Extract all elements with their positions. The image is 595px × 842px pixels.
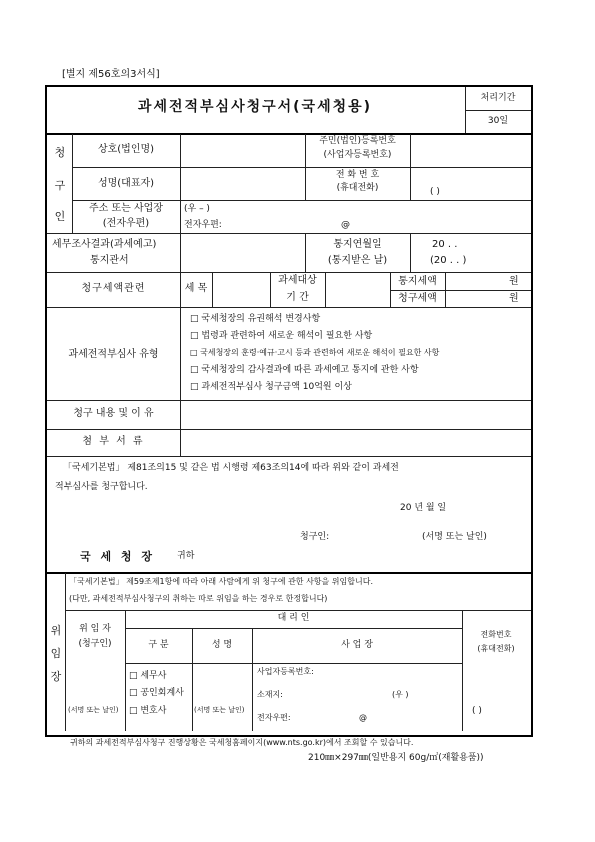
delegation-section-char-3: 장 (50, 670, 62, 683)
reg-number-label-sub: (사업자등록번호) (323, 150, 392, 160)
claimant-section-char-2: 구 (54, 179, 66, 192)
audit-result-label: 세무조사결과(과세예고) (52, 239, 157, 250)
agent-type-cpa[interactable]: □ 공인회계사 (129, 688, 184, 698)
claimant-section-char-1: 청 (54, 146, 66, 159)
notice-date-label: 통지연월일 (333, 239, 382, 250)
checkbox-icon[interactable]: □ (190, 365, 199, 375)
statement-line-1: 「국세기본법」 제81조의15 및 같은 법 시행령 제63조의14에 따라 위와 같이 과세전 (63, 463, 399, 473)
phone-label-sub: (휴대전화) (336, 183, 379, 193)
phone-area-code[interactable]: ( ) (430, 187, 440, 197)
delegator-sign-field[interactable]: (서명 또는 날인) (68, 706, 119, 714)
claimed-tax-label: 청구세액 (398, 293, 437, 304)
statement-date[interactable]: 20 년 월 일 (400, 503, 447, 513)
delegation-line-1: 「국세기본법」 제59조제1항에 따라 아래 사람에게 위 청구에 관한 사항을 위임합니다. (69, 577, 373, 586)
delegator-label-sub: (청구인) (78, 639, 112, 649)
agent-email-label: 전자우편: (257, 713, 291, 722)
delegator-label: 위 임 자 (79, 624, 111, 634)
agent-phone-column-sub: (휴대전화) (477, 644, 515, 653)
phone-label: 전 화 번 호 (335, 170, 380, 180)
paper-spec: 210㎜×297㎜(일반용지 60g/㎡(재활용품)) (308, 753, 484, 763)
agent-type-tax-accountant[interactable]: □ 세무사 (129, 671, 167, 681)
email-at: @ (341, 220, 350, 230)
agent-phone-field[interactable]: ( ) (472, 706, 482, 716)
delegation-section-char-1: 위 (50, 624, 62, 637)
agent-header: 대 리 인 (277, 613, 310, 623)
claimant-sign-field[interactable]: (서명 또는 날인) (422, 532, 487, 542)
representative-label: 성명(대표자) (97, 178, 155, 189)
notice-date-value[interactable]: 20 . . (432, 239, 458, 250)
review-type-option-3[interactable]: □ 국세청장의 훈령·예규·고시 등과 관련하여 새로운 해석이 필요한 사항 (190, 348, 440, 357)
processing-period-label: 처리기간 (480, 93, 516, 103)
checkbox-icon[interactable]: □ (190, 314, 199, 324)
agent-type-lawyer[interactable]: □ 변호사 (129, 706, 167, 716)
agent-sign-field[interactable]: (서명 또는 날인) (194, 706, 245, 714)
agent-location-label: 소재지: (257, 690, 283, 699)
agent-biz-reg-label: 사업자등록번호: (257, 667, 314, 676)
review-type-option-1[interactable]: □ 국세청장의 유권해석 변경사항 (190, 314, 321, 324)
addressee: 국 세 청 장 (80, 550, 155, 563)
claimant-sign-label: 청구인: (300, 532, 330, 542)
claimant-section-char-3: 인 (54, 210, 66, 223)
review-type-label: 과세전적부심사 유형 (68, 349, 159, 360)
postal-code-field[interactable]: (우 – ) (184, 204, 210, 214)
agent-type-column: 구 분 (148, 640, 169, 650)
review-type-option-5[interactable]: □ 과세전적부심사 청구금액 10억원 이상 (190, 382, 352, 392)
email-field-label: 전자우편: (184, 220, 222, 230)
checkbox-icon[interactable]: □ (190, 382, 199, 392)
checkbox-icon[interactable]: □ (190, 331, 199, 341)
checkbox-icon[interactable]: □ (190, 348, 198, 357)
notified-tax-label: 통지세액 (398, 276, 437, 287)
agent-phone-column: 전화번호 (480, 630, 512, 639)
attachments-label: 첨 부 서 류 (82, 436, 145, 447)
claimed-tax-unit: 원 (509, 293, 519, 304)
notice-office-label: 통지관서 (90, 255, 129, 266)
statement-line-2: 적부심사를 청구합니다. (55, 482, 148, 492)
address-label: 주소 또는 사업장 (89, 203, 163, 214)
agent-email-at: @ (359, 713, 367, 722)
review-type-option-2[interactable]: □ 법령과 관련하여 새로운 해석이 필요한 사항 (190, 331, 373, 341)
email-label-sub: (전자우편) (102, 218, 150, 229)
footer-note: 귀하의 과세전적부심사청구 진행상황은 국세청홈페이지(www.nts.go.kr)에서 조회할 수 있습니다. (70, 738, 414, 747)
notice-received-value[interactable]: (20 . . ) (430, 255, 467, 266)
business-name-label: 상호(법인명) (97, 144, 155, 155)
tax-claim-label: 청구세액관련 (81, 283, 146, 294)
form-label: [별지 제56호의3서식] (62, 69, 160, 80)
agent-business-column: 사 업 장 (341, 640, 373, 650)
addressee-suffix: 귀하 (177, 551, 195, 561)
agent-location-postal[interactable]: (우 ) (392, 690, 409, 699)
processing-period-value: 30일 (487, 116, 509, 126)
notice-received-label: (통지받은 날) (327, 255, 388, 266)
tax-period-label: 과세대상 (278, 275, 317, 286)
agent-name-column: 성 명 (211, 640, 233, 650)
tax-period-label-sub: 기 간 (286, 292, 309, 303)
review-type-option-4[interactable]: □ 국세청장의 감사결과에 따른 과세예고 통지에 관한 사항 (190, 365, 419, 375)
delegation-section-char-2: 임 (50, 647, 62, 660)
reg-number-label: 주민(법인)등록번호 (319, 136, 396, 146)
tax-item-label: 세 목 (184, 283, 208, 294)
claim-content-label: 청구 내용 및 이 유 (73, 408, 154, 419)
notified-tax-unit: 원 (509, 276, 519, 287)
delegation-line-2: (다만, 과세전적부심사청구의 취하는 따로 위임을 하는 경우로 한정합니다) (69, 594, 328, 603)
form-title: 과세전적부심사청구서(국세청용) (137, 99, 373, 115)
